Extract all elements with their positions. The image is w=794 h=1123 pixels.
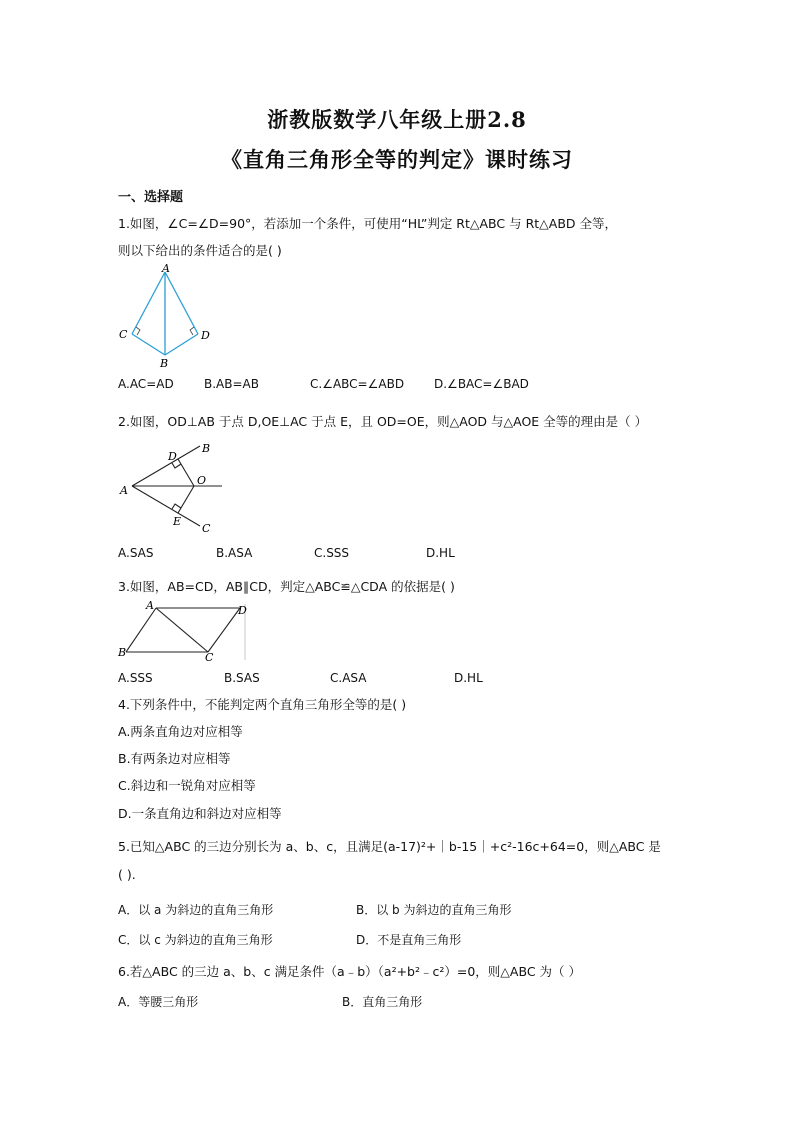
q1-option-b: B.AB=AB: [204, 377, 259, 391]
q2-option-d: D.HL: [426, 546, 455, 560]
q2-label-d: D: [168, 450, 177, 463]
q1-label-a: A: [162, 262, 170, 275]
q6-option-a: A．等腰三角形: [118, 995, 199, 1009]
q5-option-c: C．以 c 为斜边的直角三角形: [118, 933, 273, 947]
q1-option-d: D.∠BAC=∠BAD: [434, 377, 529, 391]
q3-label-d: D: [238, 604, 247, 617]
q3-option-b: B.SAS: [224, 671, 260, 685]
q1-figure: [112, 262, 222, 370]
q2-label-o: O: [197, 474, 207, 487]
q3-figure: [116, 598, 252, 662]
q3-option-c: C.ASA: [330, 671, 367, 685]
q3-option-a: A.SSS: [118, 671, 153, 685]
q2-option-b: B.ASA: [216, 546, 253, 560]
q4-option-b: B.有两条边对应相等: [118, 751, 231, 766]
q2-label-c: C: [202, 522, 211, 535]
section-title: 一、选择题: [118, 190, 184, 205]
q2-figure: [118, 436, 228, 538]
q5-text-line2: ( ).: [118, 867, 136, 882]
q6-text-line1: 6.若△ABC 的三边 a、b、c 满足条件（a﹣b）（a²+b²﹣c²）=0，则△ABC 为（ ）: [118, 964, 582, 979]
q5-option-b: B．以 b 为斜边的直角三角形: [356, 903, 512, 917]
q4-text-line1: 4.下列条件中，不能判定两个直角三角形全等的是( ): [118, 697, 407, 712]
q1-label-b: B: [160, 357, 169, 370]
q3-label-b: B: [118, 646, 127, 659]
q3-label-a: A: [146, 599, 154, 612]
q1-option-a: A.AC=AD: [118, 377, 174, 391]
title-line-2: 《直角三角形全等的判定》课时练习: [221, 147, 573, 172]
q1-text-line1: 1.如图，∠C=∠D=90°，若添加一个条件，可使用“HL”判定 Rt△ABC 与 Rt△ABD 全等，: [118, 216, 618, 231]
title-line-1: 浙教版数学八年级上册2.8: [267, 107, 527, 132]
q5-text-line1: 5.已知△ABC 的三边分别长为 a、b、c，且满足(a-17)²+｜b-15｜+c²-16c+64=0，则△ABC 是: [118, 839, 661, 854]
q2-text-line1: 2.如图，OD⊥AB 于点 D,OE⊥AC 于点 E，且 OD=OE，则△AOD 与△AOE 全等的理由是（ ）: [118, 414, 648, 429]
q1-label-c: C: [119, 328, 128, 341]
q2-option-a: A.SAS: [118, 546, 154, 560]
q1-label-d: D: [201, 329, 210, 342]
q6-option-b: B．直角三角形: [342, 995, 423, 1009]
q2-label-e: E: [173, 515, 182, 528]
q1-text-line2: 则以下给出的条件适合的是( ): [118, 243, 282, 258]
q1-option-c: C.∠ABC=∠ABD: [310, 377, 405, 391]
q2-option-c: C.SSS: [314, 546, 350, 560]
q4-option-a: A.两条直角边对应相等: [118, 724, 243, 739]
q4-option-c: C.斜边和一锐角对应相等: [118, 778, 256, 793]
q3-label-c: C: [205, 651, 214, 662]
q3-text-line1: 3.如图，AB=CD，AB∥CD，判定△ABC≌△CDA 的依据是( ): [118, 579, 455, 594]
q2-label-a: A: [120, 484, 128, 497]
q2-label-b: B: [202, 442, 211, 455]
q5-option-d: D．不是直角三角形: [356, 933, 462, 947]
q3-option-d: D.HL: [454, 671, 483, 685]
q4-option-d: D.一条直角边和斜边对应相等: [118, 806, 282, 821]
q5-option-a: A．以 a 为斜边的直角三角形: [118, 903, 274, 917]
